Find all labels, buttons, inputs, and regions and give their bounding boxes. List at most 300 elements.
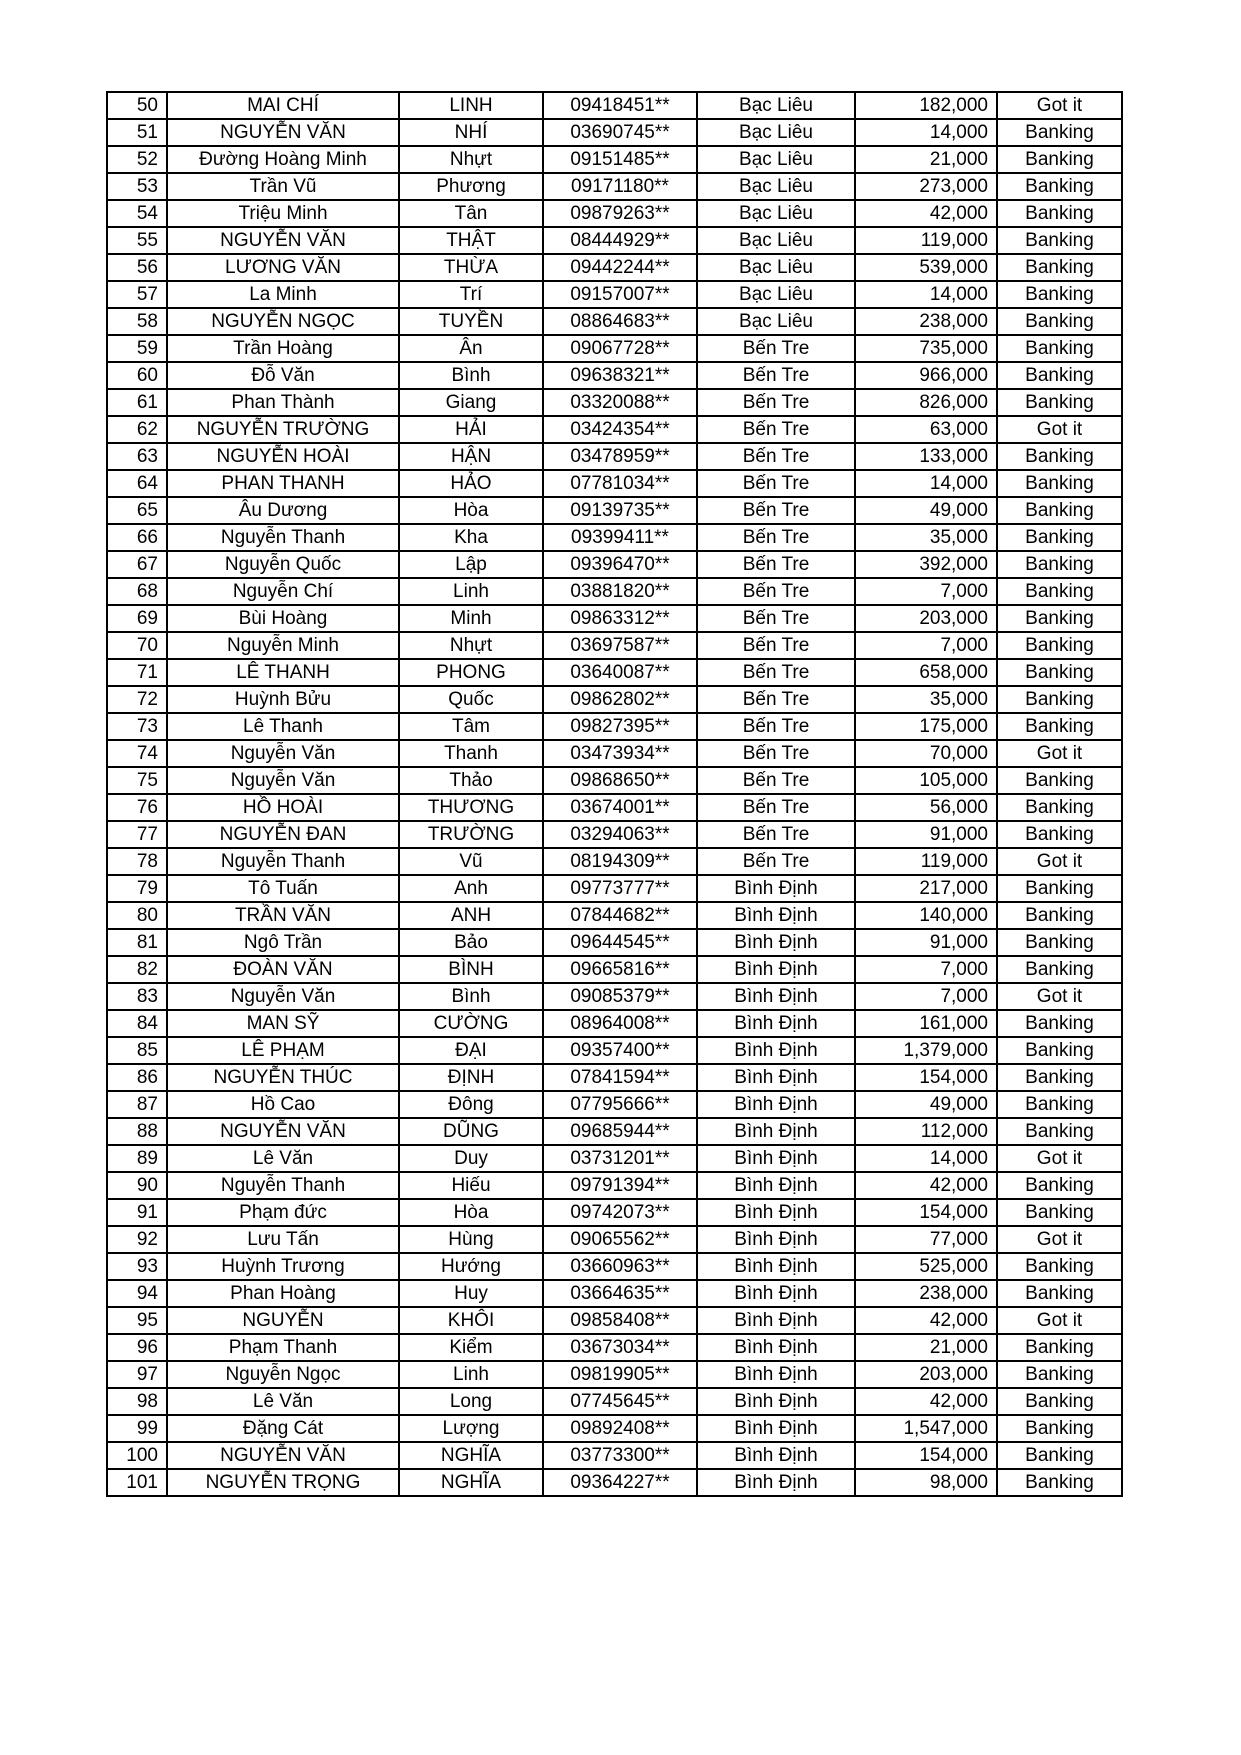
amount-cell: 35,000: [855, 686, 997, 713]
province-cell: Bình Định: [697, 902, 855, 929]
row-number-cell: 53: [107, 173, 167, 200]
row-number-cell: 50: [107, 92, 167, 119]
table-row: [107, 1442, 1122, 1469]
phone-cell: 07781034**: [543, 470, 697, 497]
amount-cell: 63,000: [855, 416, 997, 443]
amount-cell: 14,000: [855, 470, 997, 497]
amount-cell: 14,000: [855, 119, 997, 146]
surname-cell: Lưu Tấn: [167, 1226, 399, 1253]
row-number-cell: 81: [107, 929, 167, 956]
table-row: [107, 821, 1122, 848]
table-row: [107, 956, 1122, 983]
table-row: [107, 767, 1122, 794]
province-cell: Bình Định: [697, 1118, 855, 1145]
surname-cell: Nguyễn Văn: [167, 740, 399, 767]
row-number-cell: 74: [107, 740, 167, 767]
given-name-cell: Phương: [399, 173, 543, 200]
row-number-cell: 85: [107, 1037, 167, 1064]
payment-method-cell: Banking: [997, 146, 1122, 173]
surname-cell: Nguyễn Văn: [167, 767, 399, 794]
phone-cell: 09364227**: [543, 1469, 697, 1496]
given-name-cell: HẢO: [399, 470, 543, 497]
given-name-cell: Bảo: [399, 929, 543, 956]
amount-cell: 1,379,000: [855, 1037, 997, 1064]
table-row: [107, 470, 1122, 497]
province-cell: Bình Định: [697, 1064, 855, 1091]
table-row: [107, 200, 1122, 227]
amount-cell: 735,000: [855, 335, 997, 362]
amount-cell: 7,000: [855, 578, 997, 605]
province-cell: Bến Tre: [697, 389, 855, 416]
surname-cell: Trần Vũ: [167, 173, 399, 200]
row-number-cell: 55: [107, 227, 167, 254]
surname-cell: LÊ PHẠM: [167, 1037, 399, 1064]
amount-cell: 182,000: [855, 92, 997, 119]
row-number-cell: 65: [107, 497, 167, 524]
amount-cell: 98,000: [855, 1469, 997, 1496]
row-number-cell: 87: [107, 1091, 167, 1118]
amount-cell: 91,000: [855, 929, 997, 956]
surname-cell: Hồ Cao: [167, 1091, 399, 1118]
table-row: [107, 1172, 1122, 1199]
row-number-cell: 92: [107, 1226, 167, 1253]
table-row: [107, 1118, 1122, 1145]
table-body: [107, 92, 1122, 1496]
province-cell: Bình Định: [697, 1199, 855, 1226]
province-cell: Bình Định: [697, 1415, 855, 1442]
given-name-cell: Hòa: [399, 1199, 543, 1226]
amount-cell: 238,000: [855, 308, 997, 335]
surname-cell: NGUYỄN ĐAN: [167, 821, 399, 848]
province-cell: Bạc Liêu: [697, 227, 855, 254]
amount-cell: 35,000: [855, 524, 997, 551]
phone-cell: 03773300**: [543, 1442, 697, 1469]
row-number-cell: 98: [107, 1388, 167, 1415]
surname-cell: Nguyễn Ngọc: [167, 1361, 399, 1388]
payment-method-cell: Banking: [997, 389, 1122, 416]
amount-cell: 70,000: [855, 740, 997, 767]
given-name-cell: Thanh: [399, 740, 543, 767]
payment-method-cell: Banking: [997, 578, 1122, 605]
payment-method-cell: Banking: [997, 1361, 1122, 1388]
phone-cell: 09773777**: [543, 875, 697, 902]
province-cell: Bến Tre: [697, 686, 855, 713]
phone-cell: 09858408**: [543, 1307, 697, 1334]
province-cell: Bạc Liêu: [697, 254, 855, 281]
payment-method-cell: Banking: [997, 362, 1122, 389]
amount-cell: 1,547,000: [855, 1415, 997, 1442]
row-number-cell: 84: [107, 1010, 167, 1037]
phone-cell: 08964008**: [543, 1010, 697, 1037]
payment-method-cell: Banking: [997, 308, 1122, 335]
row-number-cell: 86: [107, 1064, 167, 1091]
amount-cell: 140,000: [855, 902, 997, 929]
phone-cell: 07745645**: [543, 1388, 697, 1415]
table-row: [107, 686, 1122, 713]
payment-method-cell: Banking: [997, 335, 1122, 362]
amount-cell: 154,000: [855, 1442, 997, 1469]
payment-method-cell: Banking: [997, 1118, 1122, 1145]
province-cell: Bến Tre: [697, 443, 855, 470]
amount-cell: 14,000: [855, 281, 997, 308]
payment-method-cell: Banking: [997, 1469, 1122, 1496]
payment-method-cell: Banking: [997, 254, 1122, 281]
province-cell: Bến Tre: [697, 605, 855, 632]
payment-method-cell: Got it: [997, 1145, 1122, 1172]
province-cell: Bình Định: [697, 1145, 855, 1172]
given-name-cell: Hướng: [399, 1253, 543, 1280]
payment-method-cell: Banking: [997, 200, 1122, 227]
surname-cell: NGUYỄN NGỌC: [167, 308, 399, 335]
payment-method-cell: Banking: [997, 713, 1122, 740]
payment-method-cell: Banking: [997, 1037, 1122, 1064]
row-number-cell: 56: [107, 254, 167, 281]
given-name-cell: ANH: [399, 902, 543, 929]
phone-cell: 09065562**: [543, 1226, 697, 1253]
payment-method-cell: Got it: [997, 416, 1122, 443]
phone-cell: 09396470**: [543, 551, 697, 578]
phone-cell: 07844682**: [543, 902, 697, 929]
surname-cell: Ngô Trần: [167, 929, 399, 956]
surname-cell: NGUYỄN VĂN: [167, 1118, 399, 1145]
surname-cell: Nguyễn Văn: [167, 983, 399, 1010]
row-number-cell: 88: [107, 1118, 167, 1145]
payment-method-cell: Banking: [997, 1280, 1122, 1307]
payment-method-cell: Banking: [997, 875, 1122, 902]
amount-cell: 91,000: [855, 821, 997, 848]
province-cell: Bình Định: [697, 956, 855, 983]
surname-cell: Tô Tuấn: [167, 875, 399, 902]
phone-cell: 03478959**: [543, 443, 697, 470]
province-cell: Bình Định: [697, 1442, 855, 1469]
table-row: [107, 1307, 1122, 1334]
table-row: [107, 551, 1122, 578]
phone-cell: 09892408**: [543, 1415, 697, 1442]
province-cell: Bình Định: [697, 1037, 855, 1064]
province-cell: Bình Định: [697, 929, 855, 956]
given-name-cell: Tâm: [399, 713, 543, 740]
surname-cell: NGUYỄN TRỌNG: [167, 1469, 399, 1496]
table-row: [107, 389, 1122, 416]
province-cell: Bến Tre: [697, 659, 855, 686]
row-number-cell: 101: [107, 1469, 167, 1496]
given-name-cell: THƯƠNG: [399, 794, 543, 821]
row-number-cell: 60: [107, 362, 167, 389]
phone-cell: 09863312**: [543, 605, 697, 632]
phone-cell: 03673034**: [543, 1334, 697, 1361]
given-name-cell: Long: [399, 1388, 543, 1415]
given-name-cell: Thảo: [399, 767, 543, 794]
row-number-cell: 52: [107, 146, 167, 173]
surname-cell: NGUYỄN: [167, 1307, 399, 1334]
province-cell: Bình Định: [697, 1253, 855, 1280]
province-cell: Bến Tre: [697, 632, 855, 659]
amount-cell: 658,000: [855, 659, 997, 686]
phone-cell: 08194309**: [543, 848, 697, 875]
province-cell: Bạc Liêu: [697, 281, 855, 308]
province-cell: Bến Tre: [697, 713, 855, 740]
phone-cell: 03320088**: [543, 389, 697, 416]
payment-method-cell: Banking: [997, 524, 1122, 551]
table-row: [107, 659, 1122, 686]
given-name-cell: THỪA: [399, 254, 543, 281]
table-row: [107, 578, 1122, 605]
amount-cell: 154,000: [855, 1199, 997, 1226]
payment-method-cell: Banking: [997, 1064, 1122, 1091]
payment-method-cell: Got it: [997, 1307, 1122, 1334]
given-name-cell: NHÍ: [399, 119, 543, 146]
amount-cell: 203,000: [855, 1361, 997, 1388]
table-row: [107, 1361, 1122, 1388]
province-cell: Bến Tre: [697, 578, 855, 605]
phone-cell: 09442244**: [543, 254, 697, 281]
province-cell: Bạc Liêu: [697, 146, 855, 173]
surname-cell: Đỗ Văn: [167, 362, 399, 389]
province-cell: Bình Định: [697, 1388, 855, 1415]
phone-cell: 09357400**: [543, 1037, 697, 1064]
province-cell: Bến Tre: [697, 497, 855, 524]
given-name-cell: ĐẠI: [399, 1037, 543, 1064]
amount-cell: 238,000: [855, 1280, 997, 1307]
row-number-cell: 72: [107, 686, 167, 713]
province-cell: Bến Tre: [697, 794, 855, 821]
province-cell: Bến Tre: [697, 524, 855, 551]
row-number-cell: 70: [107, 632, 167, 659]
table-row: [107, 632, 1122, 659]
payment-method-cell: Banking: [997, 767, 1122, 794]
province-cell: Bến Tre: [697, 821, 855, 848]
phone-cell: 09879263**: [543, 200, 697, 227]
amount-cell: 7,000: [855, 632, 997, 659]
given-name-cell: THẬT: [399, 227, 543, 254]
given-name-cell: Đông: [399, 1091, 543, 1118]
payment-method-cell: Banking: [997, 281, 1122, 308]
phone-cell: 07841594**: [543, 1064, 697, 1091]
row-number-cell: 80: [107, 902, 167, 929]
surname-cell: Huỳnh Trương: [167, 1253, 399, 1280]
surname-cell: ĐOÀN VĂN: [167, 956, 399, 983]
surname-cell: Phan Hoàng: [167, 1280, 399, 1307]
province-cell: Bình Định: [697, 1469, 855, 1496]
payment-method-cell: Got it: [997, 740, 1122, 767]
surname-cell: Triệu Minh: [167, 200, 399, 227]
phone-cell: 09819905**: [543, 1361, 697, 1388]
surname-cell: Nguyễn Thanh: [167, 524, 399, 551]
row-number-cell: 96: [107, 1334, 167, 1361]
phone-cell: 09399411**: [543, 524, 697, 551]
surname-cell: La Minh: [167, 281, 399, 308]
given-name-cell: CƯỜNG: [399, 1010, 543, 1037]
row-number-cell: 78: [107, 848, 167, 875]
amount-cell: 105,000: [855, 767, 997, 794]
given-name-cell: Linh: [399, 578, 543, 605]
row-number-cell: 93: [107, 1253, 167, 1280]
table-row: [107, 362, 1122, 389]
given-name-cell: Kiểm: [399, 1334, 543, 1361]
surname-cell: MAN SỸ: [167, 1010, 399, 1037]
table-row: [107, 983, 1122, 1010]
phone-cell: 09742073**: [543, 1199, 697, 1226]
province-cell: Bình Định: [697, 1334, 855, 1361]
given-name-cell: PHONG: [399, 659, 543, 686]
amount-cell: 203,000: [855, 605, 997, 632]
amount-cell: 7,000: [855, 956, 997, 983]
table-row: [107, 443, 1122, 470]
phone-cell: 03731201**: [543, 1145, 697, 1172]
payment-method-cell: Banking: [997, 119, 1122, 146]
payment-method-cell: Banking: [997, 821, 1122, 848]
row-number-cell: 77: [107, 821, 167, 848]
phone-cell: 03690745**: [543, 119, 697, 146]
phone-cell: 03664635**: [543, 1280, 697, 1307]
given-name-cell: Duy: [399, 1145, 543, 1172]
amount-cell: 112,000: [855, 1118, 997, 1145]
table-row: [107, 1064, 1122, 1091]
given-name-cell: LINH: [399, 92, 543, 119]
table-row: [107, 1253, 1122, 1280]
surname-cell: Đường Hoàng Minh: [167, 146, 399, 173]
surname-cell: NGUYỄN VĂN: [167, 1442, 399, 1469]
phone-cell: 03697587**: [543, 632, 697, 659]
province-cell: Bình Định: [697, 1172, 855, 1199]
table-row: [107, 146, 1122, 173]
table-row: [107, 254, 1122, 281]
table-row: [107, 1226, 1122, 1253]
given-name-cell: Lập: [399, 551, 543, 578]
province-cell: Bến Tre: [697, 767, 855, 794]
given-name-cell: Hùng: [399, 1226, 543, 1253]
surname-cell: MAI CHÍ: [167, 92, 399, 119]
province-cell: Bình Định: [697, 1361, 855, 1388]
phone-cell: 03640087**: [543, 659, 697, 686]
amount-cell: 42,000: [855, 1307, 997, 1334]
phone-cell: 03424354**: [543, 416, 697, 443]
row-number-cell: 75: [107, 767, 167, 794]
amount-cell: 161,000: [855, 1010, 997, 1037]
payment-method-cell: Banking: [997, 605, 1122, 632]
table-row: [107, 1469, 1122, 1496]
phone-cell: 09638321**: [543, 362, 697, 389]
surname-cell: Nguyễn Thanh: [167, 848, 399, 875]
given-name-cell: Bình: [399, 983, 543, 1010]
row-number-cell: 90: [107, 1172, 167, 1199]
given-name-cell: Tân: [399, 200, 543, 227]
phone-cell: 09151485**: [543, 146, 697, 173]
phone-cell: 09791394**: [543, 1172, 697, 1199]
surname-cell: Đặng Cát: [167, 1415, 399, 1442]
table-row: [107, 902, 1122, 929]
table-row: [107, 929, 1122, 956]
given-name-cell: HẬN: [399, 443, 543, 470]
phone-cell: 03473934**: [543, 740, 697, 767]
table-row: [107, 1388, 1122, 1415]
surname-cell: Nguyễn Minh: [167, 632, 399, 659]
row-number-cell: 73: [107, 713, 167, 740]
given-name-cell: TRƯỜNG: [399, 821, 543, 848]
province-cell: Bình Định: [697, 1307, 855, 1334]
table-row: [107, 308, 1122, 335]
table-row: [107, 794, 1122, 821]
surname-cell: NGUYỄN HOÀI: [167, 443, 399, 470]
surname-cell: Âu Dương: [167, 497, 399, 524]
surname-cell: Phan Thành: [167, 389, 399, 416]
payment-method-cell: Banking: [997, 956, 1122, 983]
given-name-cell: Hòa: [399, 497, 543, 524]
row-number-cell: 71: [107, 659, 167, 686]
row-number-cell: 94: [107, 1280, 167, 1307]
amount-cell: 7,000: [855, 983, 997, 1010]
payment-method-cell: Banking: [997, 1334, 1122, 1361]
table-row: [107, 92, 1122, 119]
phone-cell: 08864683**: [543, 308, 697, 335]
surname-cell: Phạm Thanh: [167, 1334, 399, 1361]
row-number-cell: 54: [107, 200, 167, 227]
amount-cell: 119,000: [855, 848, 997, 875]
given-name-cell: Quốc: [399, 686, 543, 713]
given-name-cell: Lượng: [399, 1415, 543, 1442]
row-number-cell: 66: [107, 524, 167, 551]
given-name-cell: Hiếu: [399, 1172, 543, 1199]
row-number-cell: 58: [107, 308, 167, 335]
phone-cell: 03881820**: [543, 578, 697, 605]
phone-cell: 09868650**: [543, 767, 697, 794]
phone-cell: 03660963**: [543, 1253, 697, 1280]
amount-cell: 49,000: [855, 497, 997, 524]
province-cell: Bạc Liêu: [697, 119, 855, 146]
given-name-cell: HẢI: [399, 416, 543, 443]
province-cell: Bạc Liêu: [697, 173, 855, 200]
table-row: [107, 281, 1122, 308]
given-name-cell: Ân: [399, 335, 543, 362]
given-name-cell: Vũ: [399, 848, 543, 875]
phone-cell: 09665816**: [543, 956, 697, 983]
payment-method-cell: Banking: [997, 1199, 1122, 1226]
table-row: [107, 1334, 1122, 1361]
surname-cell: TRẦN VĂN: [167, 902, 399, 929]
province-cell: Bình Định: [697, 1226, 855, 1253]
row-number-cell: 83: [107, 983, 167, 1010]
surname-cell: Lê Văn: [167, 1388, 399, 1415]
given-name-cell: NGHĨA: [399, 1442, 543, 1469]
table-row: [107, 875, 1122, 902]
amount-cell: 392,000: [855, 551, 997, 578]
surname-cell: Trần Hoàng: [167, 335, 399, 362]
given-name-cell: DŨNG: [399, 1118, 543, 1145]
row-number-cell: 97: [107, 1361, 167, 1388]
table-row: [107, 605, 1122, 632]
amount-cell: 217,000: [855, 875, 997, 902]
given-name-cell: Anh: [399, 875, 543, 902]
row-number-cell: 76: [107, 794, 167, 821]
row-number-cell: 100: [107, 1442, 167, 1469]
row-number-cell: 59: [107, 335, 167, 362]
amount-cell: 525,000: [855, 1253, 997, 1280]
phone-cell: 08444929**: [543, 227, 697, 254]
row-number-cell: 57: [107, 281, 167, 308]
given-name-cell: BÌNH: [399, 956, 543, 983]
amount-cell: 49,000: [855, 1091, 997, 1118]
row-number-cell: 68: [107, 578, 167, 605]
amount-cell: 14,000: [855, 1145, 997, 1172]
table-row: [107, 227, 1122, 254]
payment-method-cell: Banking: [997, 659, 1122, 686]
province-cell: Bến Tre: [697, 335, 855, 362]
amount-cell: 826,000: [855, 389, 997, 416]
amount-cell: 154,000: [855, 1064, 997, 1091]
amount-cell: 539,000: [855, 254, 997, 281]
surname-cell: LƯƠNG VĂN: [167, 254, 399, 281]
payment-method-cell: Banking: [997, 443, 1122, 470]
